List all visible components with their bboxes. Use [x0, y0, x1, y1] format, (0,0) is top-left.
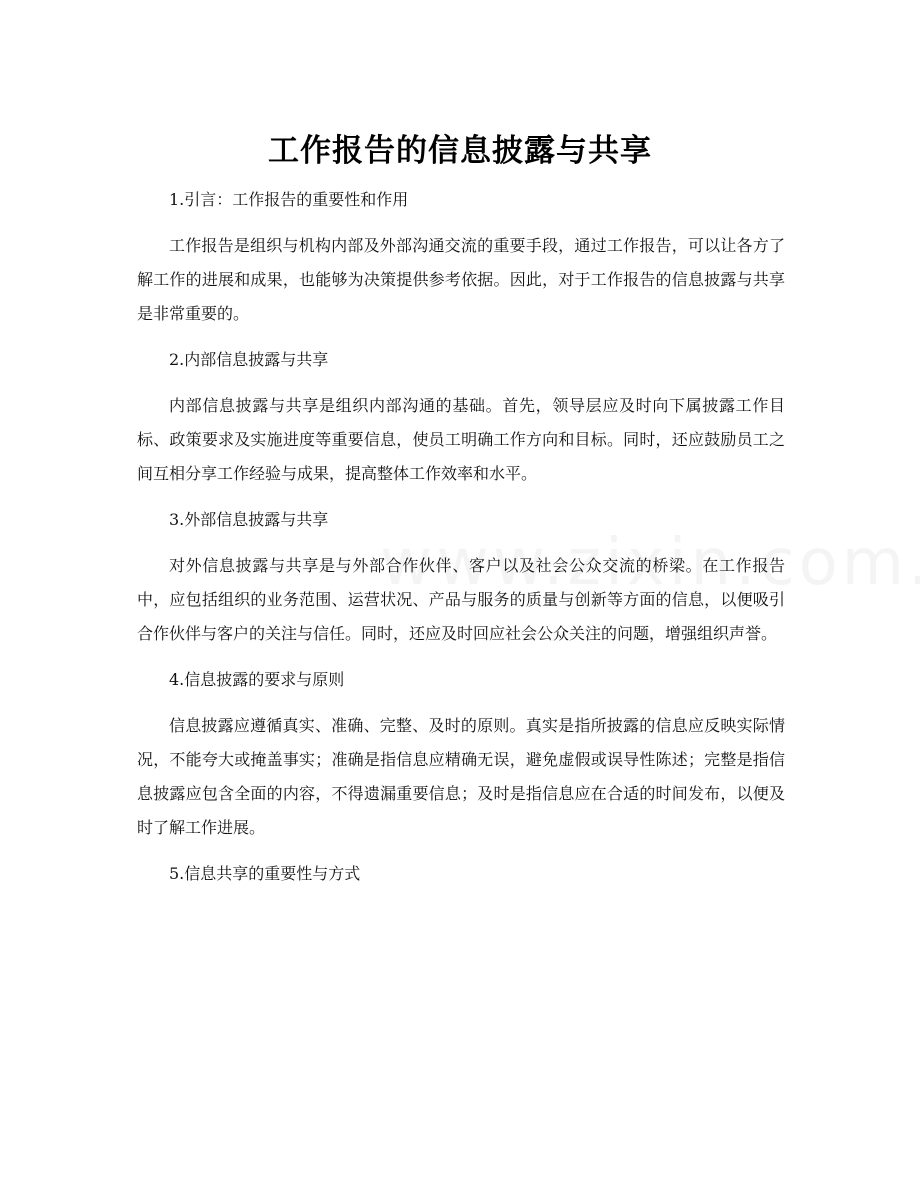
section-heading-1: 1.引言：工作报告的重要性和作用 [169, 190, 409, 209]
document-body [137, 184, 785, 890]
section-heading-4: 4.信息披露的要求与原则 [169, 670, 345, 689]
section-paragraph-2: 内部信息披露与共享是组织内部沟通的基础。首先，领导层应及时向下属披露工作目标、政策要求及实施进度等重要信息，使员工明确工作方向和目标。同时，还应鼓励员工之间互相分享工作经验与成果，提高整体工作效率和水平。 [137, 396, 785, 483]
section-heading-5: 5.信息共享的重要性与方式 [169, 864, 361, 883]
section-paragraph-3: 对外信息披露与共享是与外部合作伙伴、客户以及社会公众交流的桥梁。在工作报告中，应包括组织的业务范围、运营状况、产品与服务的质量与创新等方面的信息，以便吸引合作伙伴与客户的关注与信任。同时，还应及时回应社会公众关注的问题，增强组织声誉。 [137, 556, 785, 643]
section-heading-3: 3.外部信息披露与共享 [169, 510, 329, 529]
section-paragraph-1: 工作报告是组织与机构内部及外部沟通交流的重要手段，通过工作报告，可以让各方了解工作的进展和成果，也能够为决策提供参考依据。因此，对于工作报告的信息披露与共享是非常重要的。 [137, 236, 785, 323]
document-title: 工作报告的信息披露与共享 [268, 132, 652, 169]
section-paragraph-4: 信息披露应遵循真实、准确、完整、及时的原则。真实是指所披露的信息应反映实际情况，不能夸大或掩盖事实；准确是指信息应精确无误，避免虚假或误导性陈述；完整是指信息披露应包含全面的内容，不得遗漏重要信息；及时是指信息应在合适的时间发布，以便及时了解工作进展。 [137, 716, 785, 837]
section-heading-2: 2.内部信息披露与共享 [169, 350, 329, 369]
